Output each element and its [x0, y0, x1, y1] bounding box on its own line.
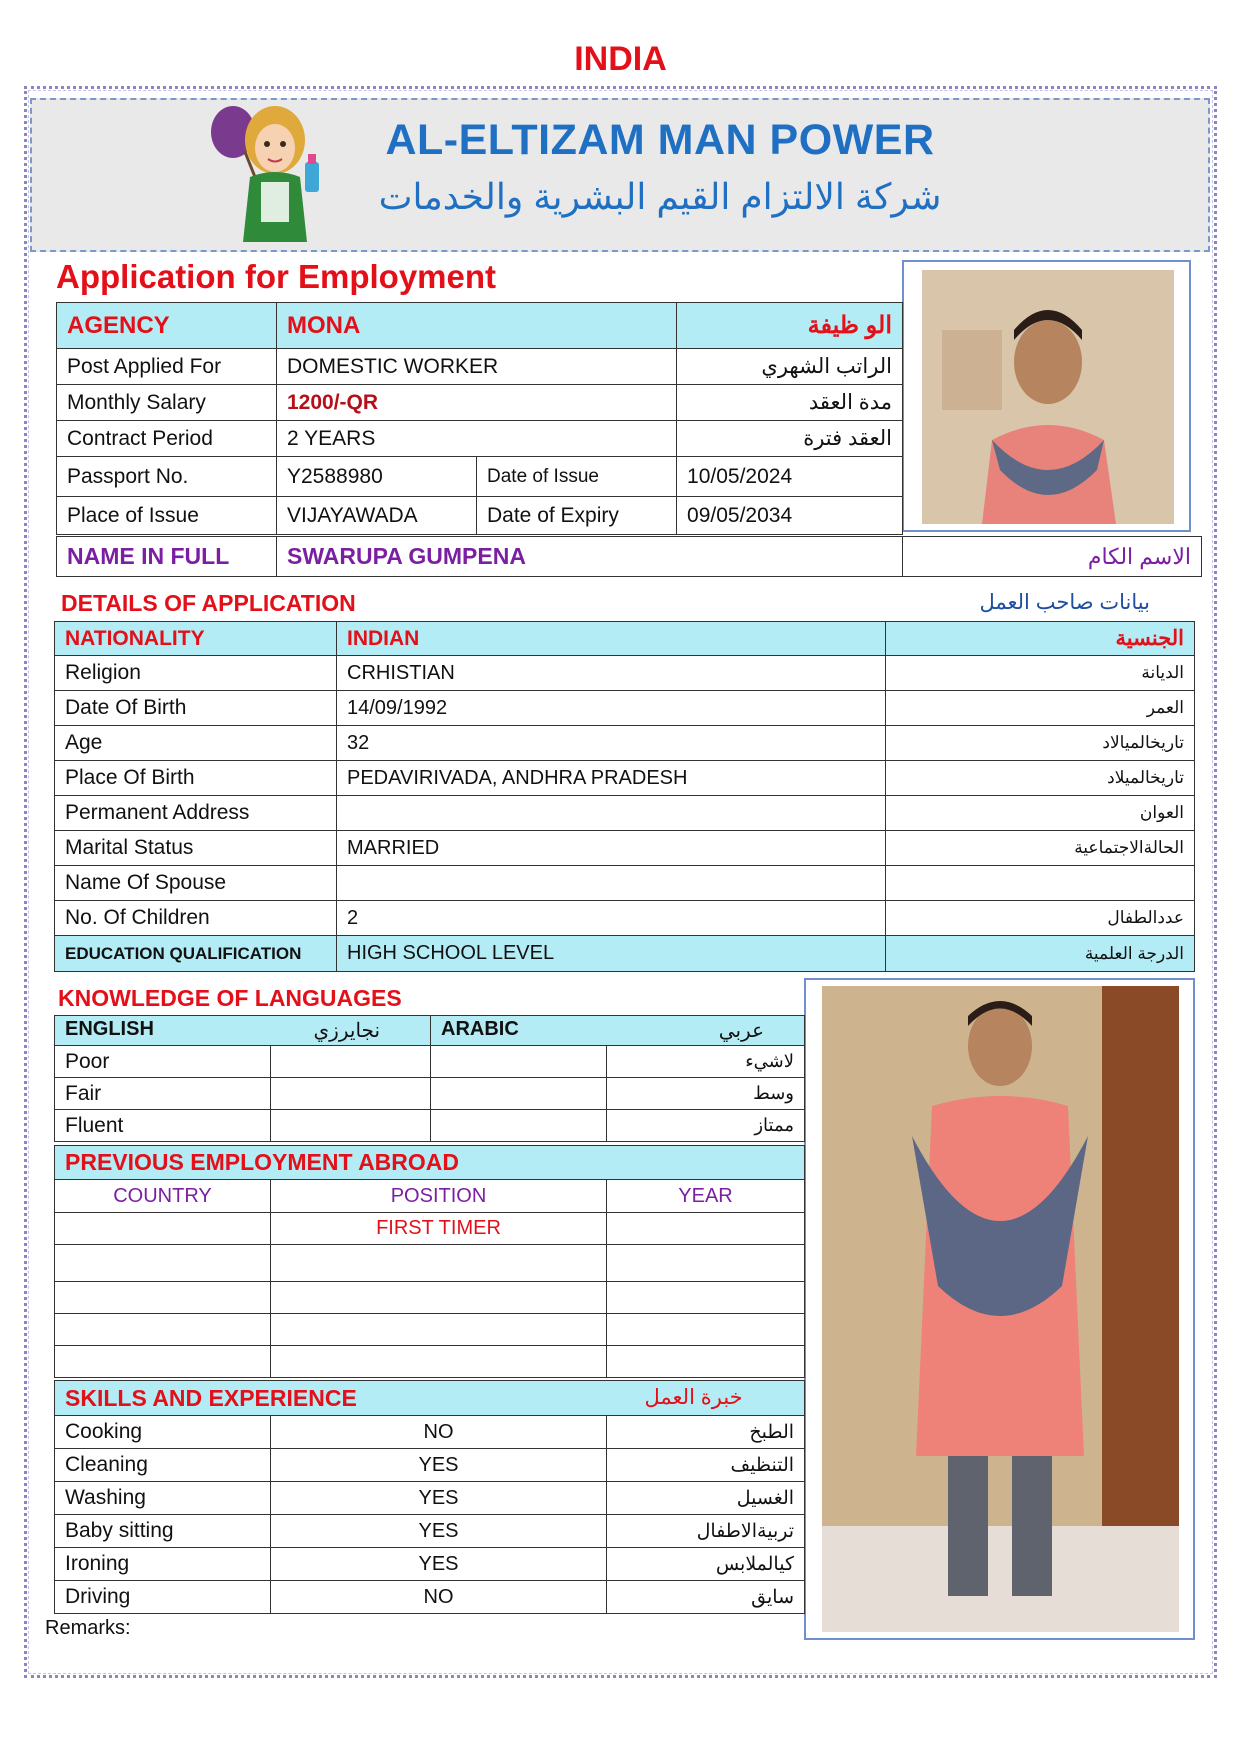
nationality-label: NATIONALITY	[55, 622, 337, 656]
table-row	[55, 1314, 271, 1346]
address-label: Permanent Address	[55, 796, 337, 831]
cooking-label: Cooking	[55, 1416, 271, 1449]
fluent-arabic-cell	[431, 1110, 607, 1142]
details-heading: DETAILS OF APPLICATION	[61, 590, 356, 616]
name-label: NAME IN FULL	[57, 537, 277, 577]
agency-ar: الو ظيفة	[677, 303, 903, 349]
cooking-ar: الطبخ	[607, 1416, 805, 1449]
cleaning-ar: التنظيف	[607, 1449, 805, 1482]
fair-english-cell	[271, 1078, 431, 1110]
col-position: POSITION	[271, 1180, 607, 1213]
top-info-table	[56, 302, 903, 535]
driving-value: NO	[271, 1581, 607, 1614]
col-country: COUNTRY	[55, 1180, 271, 1213]
fair-ar: وسط	[607, 1078, 805, 1110]
skills-heading-ar: خبرة العمل	[644, 1385, 743, 1409]
first-timer: FIRST TIMER	[271, 1213, 607, 1245]
children-label: No. Of Children	[55, 901, 337, 936]
agency-value: MONA	[277, 303, 677, 349]
dob-ar: العمر	[886, 691, 1195, 726]
education-value: HIGH SCHOOL LEVEL	[337, 936, 886, 972]
skills-header-cell	[55, 1381, 805, 1416]
marital-label: Marital Status	[55, 831, 337, 866]
ironing-value: YES	[271, 1548, 607, 1581]
religion-value: CRHISTIAN	[337, 656, 886, 691]
languages-heading: KNOWLEDGE OF LANGUAGES	[58, 985, 402, 1011]
spouse-ar	[886, 866, 1195, 901]
contract-ar: العقد فترة	[677, 421, 903, 457]
poor-arabic-cell	[431, 1046, 607, 1078]
cooking-value: NO	[271, 1416, 607, 1449]
issue-date-value: 10/05/2024	[677, 457, 903, 497]
poor-label: Poor	[55, 1046, 271, 1078]
contract-value: 2 YEARS	[277, 421, 677, 457]
full-body-photo-frame	[804, 978, 1195, 1640]
pob-ar: تاريخالميلاد	[886, 761, 1195, 796]
babysitting-ar: تربيةالاطفال	[607, 1515, 805, 1548]
children-value: 2	[337, 901, 886, 936]
name-table	[56, 536, 1202, 577]
spouse-label: Name Of Spouse	[55, 866, 337, 901]
full-body-photo	[822, 986, 1179, 1632]
address-value	[337, 796, 886, 831]
driving-label: Driving	[55, 1581, 271, 1614]
post-ar: الراتب الشهري	[677, 349, 903, 385]
place-issue-label: Place of Issue	[57, 497, 277, 535]
arabic-label	[431, 1016, 805, 1046]
education-ar: الدرجة العلمية	[886, 936, 1195, 972]
skills-table	[54, 1380, 805, 1614]
age-ar: تاريخالميالاد	[886, 726, 1195, 761]
ironing-label: Ironing	[55, 1548, 271, 1581]
expiry-label: Date of Expiry	[477, 497, 677, 535]
cleaning-label: Cleaning	[55, 1449, 271, 1482]
fluent-label: Fluent	[55, 1110, 271, 1142]
salary-value: 1200/-QR	[277, 385, 677, 421]
portrait-photo-frame	[902, 260, 1191, 532]
education-label: EDUCATION QUALIFICATION	[55, 936, 337, 972]
religion-label: Religion	[55, 656, 337, 691]
passport-value: Y2588980	[277, 457, 477, 497]
washing-label: Washing	[55, 1482, 271, 1515]
babysitting-value: YES	[271, 1515, 607, 1548]
page-title: Application for Employment	[56, 258, 497, 295]
expiry-value: 09/05/2034	[677, 497, 903, 535]
dob-value: 14/09/1992	[337, 691, 886, 726]
spouse-value	[337, 866, 886, 901]
nationality-value: INDIAN	[337, 622, 886, 656]
details-heading-ar: بيانات صاحب العمل	[979, 591, 1150, 614]
fair-arabic-cell	[431, 1078, 607, 1110]
name-ar: الاسم الكام	[903, 537, 1202, 577]
driving-ar: سايق	[607, 1581, 805, 1614]
skills-heading: SKILLS AND EXPERIENCE	[65, 1384, 357, 1411]
previous-employment-table	[54, 1145, 805, 1378]
age-label: Age	[55, 726, 337, 761]
post-label: Post Applied For	[57, 349, 277, 385]
fluent-ar: ممتاز	[607, 1110, 805, 1142]
details-table	[54, 621, 1195, 972]
dob-label: Date Of Birth	[55, 691, 337, 726]
col-year: YEAR	[607, 1180, 805, 1213]
languages-table	[54, 1015, 805, 1142]
fair-label: Fair	[55, 1078, 271, 1110]
arabic-text: ARABIC	[441, 1018, 519, 1040]
previous-heading: PREVIOUS EMPLOYMENT ABROAD	[55, 1146, 805, 1180]
maid-logo-icon	[205, 102, 335, 247]
name-value: SWARUPA GUMPENA	[277, 537, 903, 577]
company-name-en: AL-ELTIZAM MAN POWER	[385, 116, 935, 164]
table-row	[55, 1282, 271, 1314]
english-text: ENGLISH	[65, 1018, 154, 1040]
company-name-ar: شركة الالتزام القيم البشرية والخدمات	[378, 176, 942, 217]
table-row	[55, 1245, 271, 1282]
contract-label: Contract Period	[57, 421, 277, 457]
nationality-ar: الجنسية	[886, 622, 1195, 656]
washing-ar: الغسيل	[607, 1482, 805, 1515]
portrait-photo-icon	[922, 270, 1174, 524]
country-title: INDIA	[574, 40, 667, 78]
remarks-label: Remarks:	[45, 1617, 131, 1639]
salary-ar: مدة العقد	[677, 385, 903, 421]
ironing-ar: كيالملابس	[607, 1548, 805, 1581]
salary-label: Monthly Salary	[57, 385, 277, 421]
marital-value: MARRIED	[337, 831, 886, 866]
table-row	[55, 1213, 271, 1245]
age-value: 32	[337, 726, 886, 761]
fluent-english-cell	[271, 1110, 431, 1142]
religion-ar: الديانة	[886, 656, 1195, 691]
english-ar: نجايرزي	[313, 1020, 381, 1042]
full-body-photo-icon	[822, 986, 1179, 1632]
poor-ar: لاشيء	[607, 1046, 805, 1078]
marital-ar: الحالةالاجتماعية	[886, 831, 1195, 866]
agency-label: AGENCY	[57, 303, 277, 349]
place-issue-value: VIJAYAWADA	[277, 497, 477, 535]
arabic-ar: عربي	[718, 1020, 765, 1042]
washing-value: YES	[271, 1482, 607, 1515]
issue-date-label: Date of Issue	[477, 457, 677, 497]
english-label	[55, 1016, 431, 1046]
poor-english-cell	[271, 1046, 431, 1078]
passport-label: Passport No.	[57, 457, 277, 497]
table-row	[55, 1346, 271, 1378]
pob-label: Place Of Birth	[55, 761, 337, 796]
pob-value: PEDAVIRIVADA, ANDHRA PRADESH	[337, 761, 886, 796]
children-ar: عددالطفال	[886, 901, 1195, 936]
cleaning-value: YES	[271, 1449, 607, 1482]
babysitting-label: Baby sitting	[55, 1515, 271, 1548]
address-ar: العوان	[886, 796, 1195, 831]
post-value: DOMESTIC WORKER	[277, 349, 677, 385]
portrait-photo	[922, 270, 1174, 524]
